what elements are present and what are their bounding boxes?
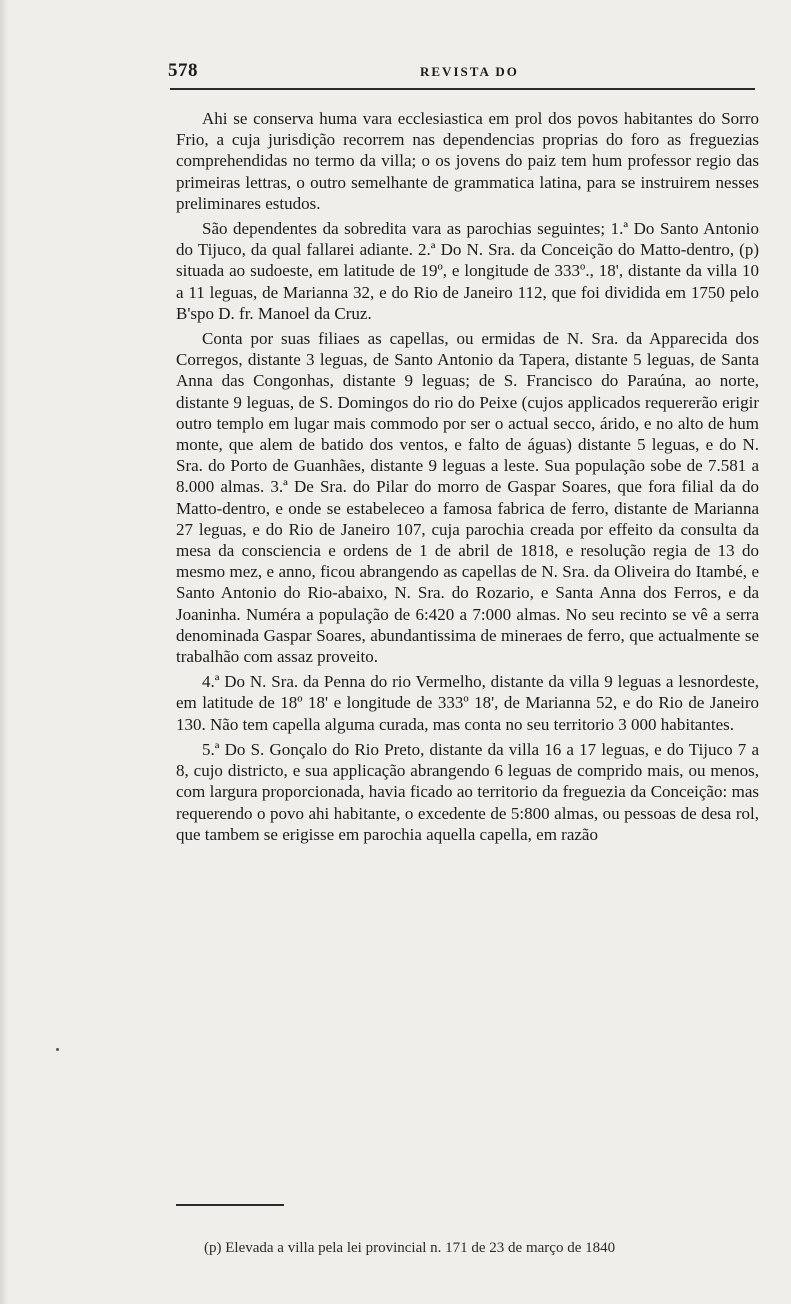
paragraph: Conta por suas filiaes as capellas, ou ermidas de N. Sra. da Apparecida dos Corregos, distante 3 leguas, de Santo Antonio da Tapera, distante 5 leguas, de Santa Anna das Congonhas, distante 9 leguas; de S. Francisco do Paraúna, ao norte, distante 9 leguas, de S. Domingos do rio do Peixe (cujos applicados requererão erigir outro templo em lugar mais commodo por ser o actual secco, árido, e no alto de hum monte, que alem de batido dos ventos, e falto de águas) distante 5 leguas, e do N. Sra. do Porto de Guanhães, distante 9 leguas a leste. Sua população sobe de 7.581 a 8.000 almas. 3.ª De Sra. do Pilar do morro de Gaspar Soares, que fora filial da do Matto-dentro, e onde se estabeleceo a famosa fabrica de ferro, distante de Marianna 27 leguas, e do Rio de Janeiro 107, cuja parochia creada por effeito da consulta da mesa da consciencia e ordens de 1 de abril de 1818, e resolução regia de 13 do mesmo mez, e anno, ficou abrangendo as capellas de N. Sra. da Oliveira do Itambé, e Santo Antonio do Rio-abaixo, N. Sra. do Rozario, e Santa Anna dos Ferros, e da Joaninha. Numéra a população de 6:420 a 7:000 almas. No seu recinto se vê a serra denominada Gaspar Soares, abundantissima de mineraes de ferro, que actualmente se trabalhão com assaz proveito. xyxy=(176,329,759,667)
paragraph: São dependentes da sobredita vara as parochias seguintes; 1.ª Do Santo Antonio do Tijuco, da qual fallarei adiante. 2.ª Do N. Sra. da Conceição do Matto-dentro, (p) situada ao sudoeste, em latitude de 19º, e longitude de 333º., 18', distante da villa 10 a 11 leguas, de Marianna 32, e do Rio de Janeiro 112, que foi dividida em 1750 pelo B'spo D. fr. Manoel da Cruz. xyxy=(176,219,759,323)
ink-speck xyxy=(56,1048,59,1051)
page-number: 578 xyxy=(168,60,198,81)
page-edge xyxy=(0,0,8,1304)
paragraph: 5.ª Do S. Gonçalo do Rio Preto, distante da villa 16 a 17 leguas, e do Tijuco 7 a 8, cujo districto, e sua applicação abrangendo 6 leguas de comprido mais, ou menos, com largura proporcionada, havia ficado ao territorio da freguezia da Conceição: mas requerendo o povo ahi habitante, o excedente de 5:800 almas, ou pessoas de desa rol, que tambem se erigisse em parochia aquella capella, em razão xyxy=(176,739,759,844)
paragraph: Ahi se conserva huma vara ecclesiastica em prol dos povos habitantes do Sorro Frio, a cuja jurisdição recorrem nas dependencias proprias do foro as freguezias comprehendidas no termo da villa; o os jovens do paiz tem hum professor regio das primeiras lettras, o outro semelhante de grammatica latina, para se instruirem nesses preliminares estudos. xyxy=(176,109,759,213)
footnote-rule xyxy=(176,1204,284,1206)
running-title: REVISTA DO xyxy=(420,64,519,79)
body-text xyxy=(176,108,759,849)
header-rule xyxy=(170,88,755,90)
running-header xyxy=(168,60,758,88)
paragraph: 4.ª Do N. Sra. da Penna do rio Vermelho, distante da villa 9 leguas a lesnordeste, em latitude de 18º 18' e longitude de 333º 18', de Marianna 52, e do Rio de Janeiro 130. Não tem capella alguma curada, mas conta no seu territorio 3 000 habitantes. xyxy=(176,672,759,734)
footnote: (p) Elevada a villa pela lei provincial n. 171 de 23 de março de 1840 xyxy=(204,1240,616,1256)
